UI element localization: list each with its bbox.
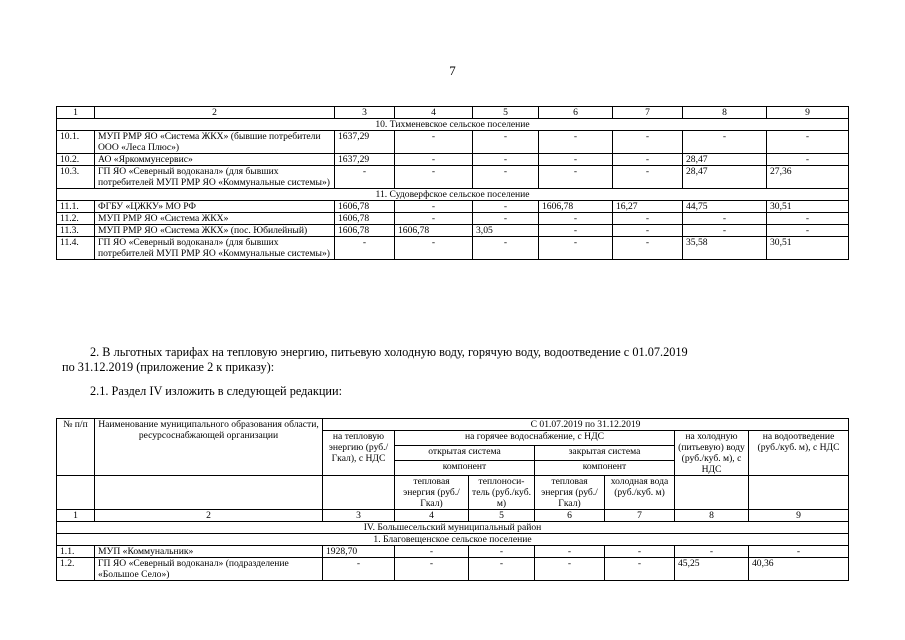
table1-data-row (57, 131, 849, 154)
table2-section-row (57, 534, 849, 546)
empty-value-cell: - (395, 546, 469, 558)
value-cell: 1606,78 (539, 201, 613, 213)
empty-value-cell: - (395, 166, 473, 189)
value-cell: 3,05 (473, 225, 539, 237)
empty-value-cell: - (683, 225, 767, 237)
value-cell: 40,36 (749, 558, 849, 581)
empty-value-cell: - (675, 546, 749, 558)
empty-value-cell: - (767, 225, 849, 237)
empty-value-cell: - (535, 546, 605, 558)
table2-data-row (57, 558, 849, 581)
row-number-cell: 11.4. (57, 237, 95, 260)
row-number-cell: 11.3. (57, 225, 95, 237)
organization-cell: МУП РМР ЯО «Система ЖКХ» (95, 213, 335, 225)
empty-value-cell: - (469, 558, 535, 581)
empty-value-cell: - (539, 154, 613, 166)
empty-value-cell: - (539, 237, 613, 260)
empty-value-cell: - (605, 558, 675, 581)
empty-value-cell: - (473, 131, 539, 154)
row-number-cell: 11.2. (57, 213, 95, 225)
section-title: 11. Судоверфское сельское поселение (57, 189, 849, 201)
table2-section-row (57, 522, 849, 534)
table1-column-number: 5 (473, 107, 539, 119)
empty-value-cell: - (683, 213, 767, 225)
empty-value-cell: - (539, 131, 613, 154)
empty-value-cell: - (395, 558, 469, 581)
empty-value-cell: - (473, 154, 539, 166)
table1-column-number: 2 (95, 107, 335, 119)
row-number-cell: 10.3. (57, 166, 95, 189)
table1-data-row (57, 237, 849, 260)
value-cell: 44,75 (683, 201, 767, 213)
empty-value-cell: - (767, 131, 849, 154)
value-cell: 35,58 (683, 237, 767, 260)
table1-column-number: 7 (613, 107, 683, 119)
header-cold-water: на холодную (питьевую) воду (руб./куб. м), с НДС (675, 431, 749, 476)
value-cell: 30,51 (767, 201, 849, 213)
table2-column-number: 6 (535, 510, 605, 522)
header-closed-cold-water: холодная вода (руб./куб. м) (605, 476, 675, 510)
table1-column-number: 4 (395, 107, 473, 119)
value-cell: 1606,78 (335, 213, 395, 225)
header-closed-thermal-energy: тепловая энергия (руб./Гкал) (535, 476, 605, 510)
header-organization: Наименование муниципального образования области, ресурсоснабжающей организации (95, 419, 323, 476)
header-open-thermal-energy: тепловая энергия (руб./Гкал) (395, 476, 469, 510)
table2-data-row (57, 546, 849, 558)
table1-data-row (57, 213, 849, 225)
empty-value-cell: - (473, 213, 539, 225)
value-cell: 28,47 (683, 166, 767, 189)
value-cell: 1637,29 (335, 154, 395, 166)
table2-column-number: 9 (749, 510, 849, 522)
empty-value-cell: - (613, 213, 683, 225)
empty-value-cell: - (395, 201, 473, 213)
table1-column-number: 8 (683, 107, 767, 119)
empty-value-cell: - (473, 237, 539, 260)
empty-value-cell: - (767, 213, 849, 225)
organization-cell: ГП ЯО «Северный водоканал» (для бывших потребителей МУП РМР ЯО «Коммунальные системы») (95, 237, 335, 260)
value-cell: 1928,70 (323, 546, 395, 558)
empty-value-cell: - (395, 154, 473, 166)
organization-cell: АО «Яркоммунсервис» (95, 154, 335, 166)
tariff-table-continued (56, 106, 849, 260)
row-number-cell: 1.2. (57, 558, 95, 581)
organization-cell: МУП РМР ЯО «Система ЖКХ» (пос. Юбилейный) (95, 225, 335, 237)
table2-column-number: 5 (469, 510, 535, 522)
table1-column-number: 1 (57, 107, 95, 119)
empty-value-cell: - (539, 213, 613, 225)
table2-column-number: 1 (57, 510, 95, 522)
table2-column-number: 4 (395, 510, 469, 522)
header-sewerage: на водоотведение (руб./куб. м), с НДС (749, 431, 849, 476)
empty-value-cell: - (749, 546, 849, 558)
table1-column-numbers-row (57, 107, 849, 119)
empty-value-cell: - (767, 154, 849, 166)
empty-value-cell: - (395, 131, 473, 154)
section-title: IV. Большесельский муниципальный район (57, 522, 849, 534)
table2-column-number: 7 (605, 510, 675, 522)
table2-column-number: 8 (675, 510, 749, 522)
value-cell: 30,51 (767, 237, 849, 260)
header-open-heat-carrier: теплоноси-тель (руб./куб. м) (469, 476, 535, 510)
empty-value-cell: - (335, 237, 395, 260)
header-closed-system: закрытая система (535, 446, 675, 461)
header-number: № п/п (57, 419, 95, 476)
value-cell: 16,27 (613, 201, 683, 213)
header-open-system: открытая система (395, 446, 535, 461)
table1-data-row (57, 154, 849, 166)
empty-value-cell: - (613, 166, 683, 189)
table1-data-row (57, 166, 849, 189)
organization-cell: ФГБУ «ЦЖКУ» МО РФ (95, 201, 335, 213)
value-cell: 1606,78 (335, 225, 395, 237)
header-hot-water: на горячее водоснабжение, с НДС (395, 431, 675, 446)
table2-column-number: 3 (323, 510, 395, 522)
empty-value-cell: - (613, 131, 683, 154)
value-cell: 1606,78 (395, 225, 473, 237)
empty-value-cell: - (535, 558, 605, 581)
row-number-cell: 10.1. (57, 131, 95, 154)
section-title: 10. Тихменевское сельское поселение (57, 119, 849, 131)
row-number-cell: 11.1. (57, 201, 95, 213)
tariff-table-section-iv (56, 418, 849, 581)
value-cell: 45,25 (675, 558, 749, 581)
empty-value-cell: - (469, 546, 535, 558)
header-period: С 01.07.2019 по 31.12.2019 (323, 419, 849, 431)
row-number-cell: 1.1. (57, 546, 95, 558)
empty-value-cell: - (395, 237, 473, 260)
empty-value-cell: - (613, 225, 683, 237)
value-cell: 28,47 (683, 154, 767, 166)
table1-section-row (57, 189, 849, 201)
table1-column-number: 6 (539, 107, 613, 119)
organization-cell: МУП «Коммунальник» (95, 546, 323, 558)
organization-cell: ГП ЯО «Северный водоканал» (для бывших потребителей МУП РМР ЯО «Коммунальные системы») (95, 166, 335, 189)
section-title: 1. Благовещенское сельское поселение (57, 534, 849, 546)
empty-value-cell: - (323, 558, 395, 581)
empty-value-cell: - (473, 166, 539, 189)
paragraph-2-line-2: по 31.12.2019 (приложение 2 к приказу): (62, 360, 275, 374)
empty-value-cell: - (473, 201, 539, 213)
value-cell: 1637,29 (335, 131, 395, 154)
empty-value-cell: - (335, 166, 395, 189)
header-open-component: компонент (395, 461, 535, 476)
table1-data-row (57, 201, 849, 213)
empty-value-cell: - (395, 213, 473, 225)
empty-value-cell: - (613, 154, 683, 166)
empty-value-cell: - (683, 131, 767, 154)
table1-data-row (57, 225, 849, 237)
table1-column-number: 9 (767, 107, 849, 119)
row-number-cell: 10.2. (57, 154, 95, 166)
empty-value-cell: - (605, 546, 675, 558)
paragraph-2-line-1: 2. В льготных тарифах на тепловую энергию, питьевую холодную воду, горячую воду, водоотведение с 01.07.2019 (90, 345, 688, 359)
table1-column-number: 3 (335, 107, 395, 119)
empty-value-cell: - (613, 237, 683, 260)
value-cell: 1606,78 (335, 201, 395, 213)
header-closed-component: компонент (535, 461, 675, 476)
table2-column-numbers-row (57, 510, 849, 522)
table2-column-number: 2 (95, 510, 323, 522)
value-cell: 27,36 (767, 166, 849, 189)
empty-value-cell: - (539, 166, 613, 189)
empty-value-cell: - (539, 225, 613, 237)
table1-section-row (57, 119, 849, 131)
organization-cell: МУП РМР ЯО «Система ЖКХ» (бывшие потребители ООО «Леса Плюс») (95, 131, 335, 154)
page-number: 7 (449, 63, 456, 78)
organization-cell: ГП ЯО «Северный водоканал» (подразделение «Большое Село») (95, 558, 323, 581)
paragraph-2-1: 2.1. Раздел IV изложить в следующей редакции: (90, 384, 342, 398)
header-heat-energy: на тепловую энергию (руб./Гкал), с НДС (323, 431, 395, 476)
